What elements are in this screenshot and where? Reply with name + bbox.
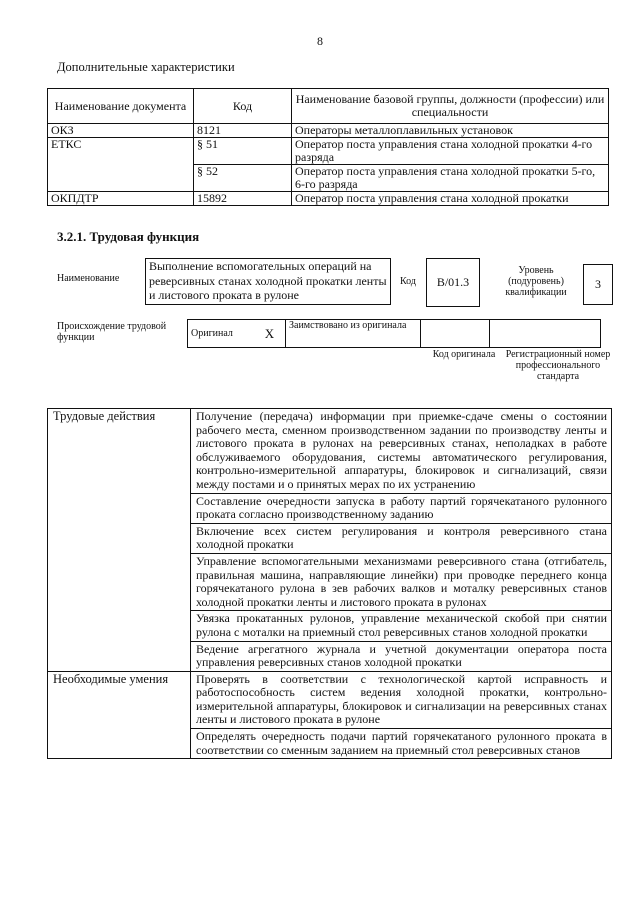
original-label: Оригинал xyxy=(188,320,255,348)
reg-number-label: Регистрационный номер профессионального стандарта xyxy=(505,349,611,382)
code-original-cell xyxy=(421,320,490,348)
borrowed-label: Заимствовано из оригинала xyxy=(286,320,421,348)
code-okz: 8121 xyxy=(194,124,292,138)
header-code: Код xyxy=(194,89,292,124)
code-etks-51: § 51 xyxy=(194,138,292,165)
function-name-label: Наименование xyxy=(57,273,120,284)
header-group-name: Наименование базовой группы, должности (профессии) или специальности xyxy=(292,89,609,124)
code-etks-52: § 52 xyxy=(194,165,292,192)
name-etks-51: Оператор поста управления стана холодной прокатки 4-го разряда xyxy=(292,138,609,165)
name-etks-52: Оператор поста управления стана холодной прокатки 5-го, 6-го разряда xyxy=(292,165,609,192)
doc-okpdtr: ОКПДТР xyxy=(48,192,194,206)
table-row xyxy=(48,192,609,206)
function-code-value: В/01.3 xyxy=(426,258,480,307)
origin-label: Происхождение трудовой функции xyxy=(57,321,167,343)
qualification-level-label: Уровень (подуровень) квалификации xyxy=(505,265,567,298)
skills-label: Необходимые умения xyxy=(48,671,191,759)
action-item: Получение (передача) информации при приемке-сдаче смены о состоянии рабочего места, сменном производственном задании по производству ленты и листового проката в рулонах на реверсивных станах, неполадках в работе обслуживаемого оборудования, системы автоматического регулирования, контрольно-измерительной аппаратуры, блокировок и сигнализаций, связи между постами и о принятых мерах по их устранению xyxy=(191,409,612,494)
origin-table xyxy=(187,319,601,348)
code-label: Код xyxy=(400,276,416,287)
doc-okz: ОКЗ xyxy=(48,124,194,138)
header-document: Наименование документа xyxy=(48,89,194,124)
action-item: Включение всех систем регулирования и контроля реверсивного стана холодной прокатки xyxy=(191,523,612,553)
skill-item: Проверять в соответствии с технологической картой исправность и работоспособность систем ведения холодной прокатки, контрольно-измерительной аппаратуры, блокировок и сигнализации на реверсивных станах ленты и листового проката в рулоне xyxy=(191,671,612,728)
action-item: Ведение агрегатного журнала и учетной документации оператора поста управления реверсивных станов холодной прокатки xyxy=(191,641,612,671)
page-number: 8 xyxy=(317,34,323,48)
function-name-value: Выполнение вспомогательных операций на реверсивных станах холодной прокатки ленты и листового проката в рулоне xyxy=(145,258,391,305)
table-row xyxy=(48,124,609,138)
name-okz: Операторы металлоплавильных установок xyxy=(292,124,609,138)
name-okpdtr: Оператор поста управления стана холодной прокатки xyxy=(292,192,609,206)
doc-etks: ЕТКС xyxy=(48,138,194,192)
table-row xyxy=(48,409,612,494)
reg-number-cell xyxy=(490,320,601,348)
skill-item: Определять очередность подачи партий горячекатаного рулонного проката в соответствии со сменным заданием на приемный стол реверсивных станов xyxy=(191,729,612,759)
action-item: Составление очередности запуска в работу партий горячекатаного рулонного проката согласно производственному заданию xyxy=(191,493,612,523)
table-row xyxy=(48,138,609,165)
qualification-level-value: 3 xyxy=(583,264,613,305)
actions-label: Трудовые действия xyxy=(48,409,191,672)
additional-characteristics-heading: Дополнительные характеристики xyxy=(57,60,235,74)
original-mark: X xyxy=(254,320,286,348)
additional-characteristics-table xyxy=(47,88,609,206)
function-heading: 3.2.1. Трудовая функция xyxy=(57,229,200,244)
function-details-table xyxy=(47,408,612,759)
action-item: Управление вспомогательными механизмами реверсивного стана (отгибатель, правильная машина, направляющие линейки) при проводке переднего конца горячекатаного рулона в зев рабочих валков и моталку реверсивных станов холодной прокатки ленты и листового проката в рулонах xyxy=(191,553,612,610)
code-okpdtr: 15892 xyxy=(194,192,292,206)
action-item: Увязка прокатанных рулонов, управление механической скобой при снятии рулона с моталки на приемный стол реверсивных станов холодной прокатки xyxy=(191,611,612,641)
table-row xyxy=(48,671,612,728)
code-original-label: Код оригинала xyxy=(432,349,496,360)
